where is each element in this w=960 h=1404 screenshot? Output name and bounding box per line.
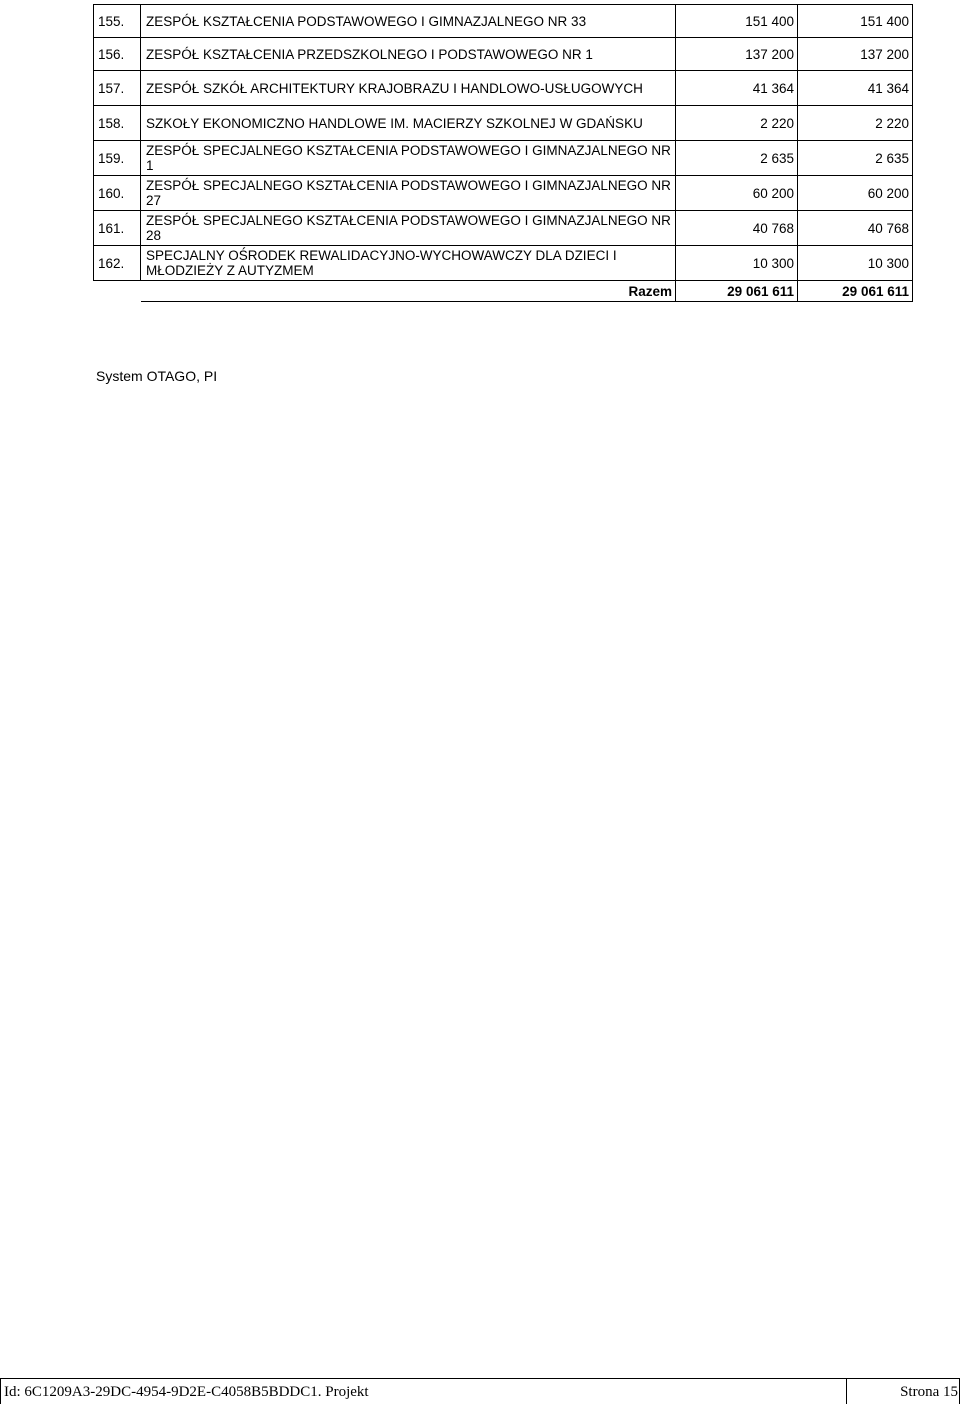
amount-2: 41 364	[798, 71, 913, 106]
table-row	[94, 176, 913, 211]
table-row	[94, 211, 913, 246]
total-amount-1: 29 061 611	[676, 281, 798, 302]
amount-2: 151 400	[798, 5, 913, 38]
amount-2: 40 768	[798, 211, 913, 246]
amount-1: 2 220	[676, 106, 798, 141]
document-id: Id: 6C1209A3-29DC-4954-9D2E-C4058B5BDDC1. Projekt	[4, 1384, 369, 1400]
total-amount-2: 29 061 611	[798, 281, 913, 302]
amount-1: 2 635	[676, 141, 798, 176]
amount-1: 40 768	[676, 211, 798, 246]
amount-2: 137 200	[798, 38, 913, 71]
row-number: 159.	[94, 141, 141, 176]
page-number: Strona 15	[900, 1384, 958, 1400]
row-number: 157.	[94, 71, 141, 106]
amount-1: 151 400	[676, 5, 798, 38]
amount-1: 60 200	[676, 176, 798, 211]
row-number: 156.	[94, 38, 141, 71]
amount-1: 10 300	[676, 246, 798, 281]
institution-name: ZESPÓŁ SPECJALNEGO KSZTAŁCENIA PODSTAWOWEGO I GIMNAZJALNEGO NR 1	[141, 141, 676, 176]
row-number: 162.	[94, 246, 141, 281]
total-row	[94, 281, 913, 302]
table-row	[94, 141, 913, 176]
institution-name: SZKOŁY EKONOMICZNO HANDLOWE IM. MACIERZY SZKOLNEJ W GDAŃSKU	[141, 106, 676, 141]
institution-name: ZESPÓŁ SPECJALNEGO KSZTAŁCENIA PODSTAWOWEGO I GIMNAZJALNEGO NR 27	[141, 176, 676, 211]
row-number: 160.	[94, 176, 141, 211]
table-row	[94, 5, 913, 38]
budget-table	[93, 4, 913, 302]
row-number: 155.	[94, 5, 141, 38]
table-row	[94, 106, 913, 141]
amount-2: 2 635	[798, 141, 913, 176]
institution-name: SPECJALNY OŚRODEK REWALIDACYJNO-WYCHOWAWCZY DLA DZIECI I MŁODZIEŻY Z AUTYZMEM	[141, 246, 676, 281]
table-row	[94, 246, 913, 281]
amount-2: 2 220	[798, 106, 913, 141]
amount-2: 60 200	[798, 176, 913, 211]
institution-name: ZESPÓŁ KSZTAŁCENIA PODSTAWOWEGO I GIMNAZJALNEGO NR 33	[141, 5, 676, 38]
table-row	[94, 71, 913, 106]
row-number: 161.	[94, 211, 141, 246]
institution-name: ZESPÓŁ SZKÓŁ ARCHITEKTURY KRAJOBRAZU I HANDLOWO-USŁUGOWYCH	[141, 71, 676, 106]
page-footer	[0, 1378, 960, 1404]
amount-1: 41 364	[676, 71, 798, 106]
row-number: 158.	[94, 106, 141, 141]
institution-name: ZESPÓŁ KSZTAŁCENIA PRZEDSZKOLNEGO I PODSTAWOWEGO NR 1	[141, 38, 676, 71]
system-note: System OTAGO, PI	[96, 368, 218, 384]
amount-2: 10 300	[798, 246, 913, 281]
total-label: Razem	[141, 281, 676, 302]
amount-1: 137 200	[676, 38, 798, 71]
table-row	[94, 38, 913, 71]
institution-name: ZESPÓŁ SPECJALNEGO KSZTAŁCENIA PODSTAWOWEGO I GIMNAZJALNEGO NR 28	[141, 211, 676, 246]
